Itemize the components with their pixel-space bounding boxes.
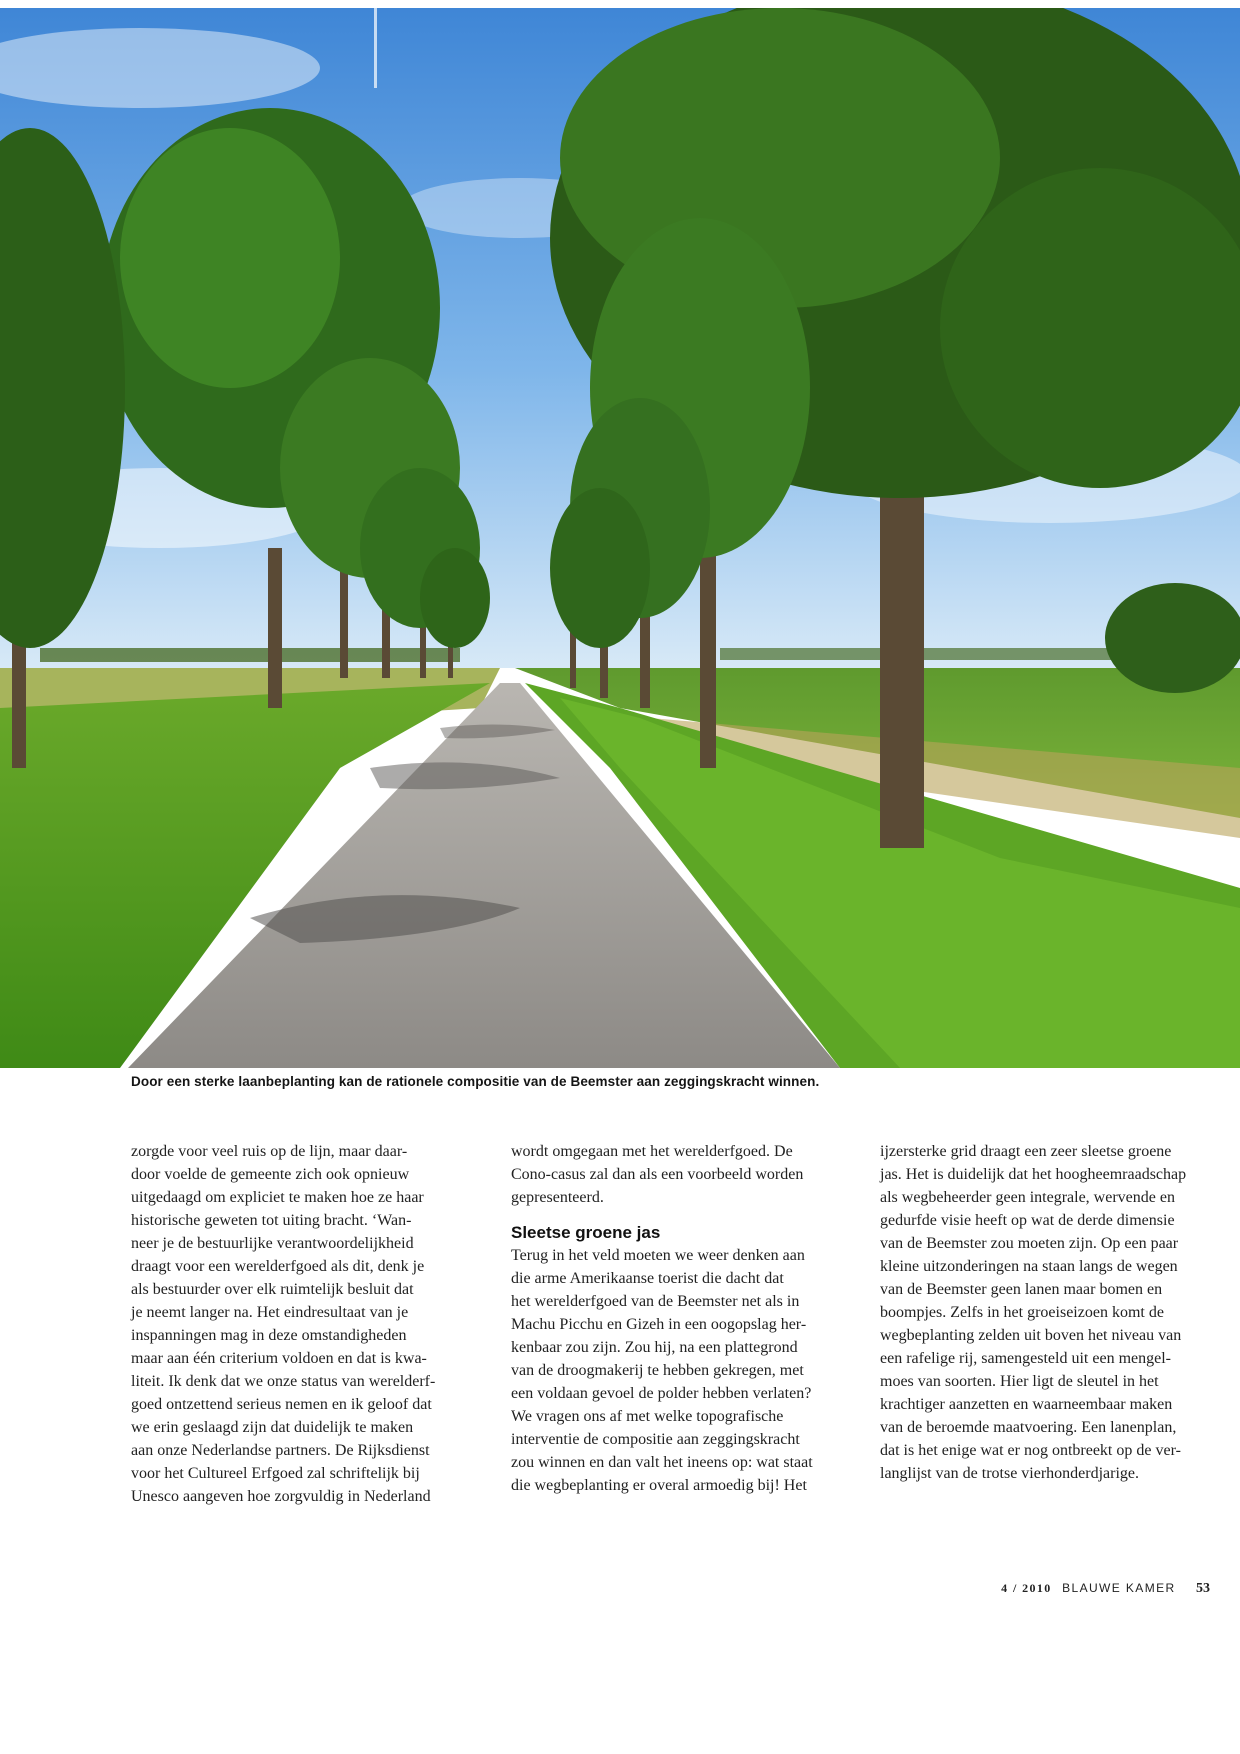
text-line: van de Beemster zou moeten zijn. Op een paar	[880, 1235, 1179, 1252]
text-line: van de beroemde maatvoering. Een lanenplan,	[880, 1419, 1177, 1436]
text-line: voor het Cultureel Erfgoed zal schriftelijk bij	[131, 1465, 420, 1482]
text-line: van de Beemster geen lanen maar bomen en	[880, 1281, 1163, 1298]
text-line: zorgde voor veel ruis op de lijn, maar daar-	[131, 1143, 408, 1160]
text-line: Unesco aangeven hoe zorgvuldig in Nederland	[131, 1488, 431, 1505]
text-line: kenbaar zou zijn. Zou hij, na een plattegrond	[511, 1339, 798, 1356]
article-column-3	[880, 1140, 1210, 1485]
page-footer	[1001, 1581, 1210, 1597]
text-line: we erin geslaagd zijn dat duidelijk te maken	[131, 1419, 414, 1436]
magazine-name: BLAUWE KAMER	[1062, 1581, 1176, 1595]
text-line: het werelderfgoed van de Beemster net als in	[511, 1293, 800, 1310]
text-line: maar aan één criterium voldoen en dat is kwa-	[131, 1350, 427, 1367]
text-line: boompjes. Zelfs in het groeiseizoen komt de	[880, 1304, 1164, 1321]
text-line: van de droogmakerij te hebben gekregen, met	[511, 1362, 804, 1379]
text-line: gedurfde visie heeft op wat de derde dimensie	[880, 1212, 1175, 1229]
text-line: die arme Amerikaanse toerist die dacht dat	[511, 1270, 784, 1287]
text-line: We vragen ons af met welke topografische	[511, 1408, 784, 1425]
article-column-1	[131, 1140, 461, 1508]
text-line: historische geweten tot uiting bracht. ‘Wan-	[131, 1212, 412, 1229]
tree-lined-road-illustration	[0, 8, 1240, 1068]
text-line: Machu Picchu en Gizeh in een oogopslag her-	[511, 1316, 807, 1333]
photo-caption: Door een sterke laanbeplanting kan de rationele compositie van de Beemster aan zeggingskracht winnen.	[131, 1074, 820, 1089]
text-line: Cono-casus zal dan als een voorbeeld worden	[511, 1166, 804, 1183]
text-line: inspanningen mag in deze omstandigheden	[131, 1327, 407, 1344]
text-line: langlijst van de trotse vierhonderdjarige.	[880, 1465, 1140, 1482]
text-line: uitgedaagd om expliciet te maken hoe ze haar	[131, 1189, 424, 1206]
text-line: Terug in het veld moeten we weer denken aan	[511, 1247, 805, 1264]
text-line: aan onze Nederlandse partners. De Rijksdienst	[131, 1442, 430, 1459]
hero-photo	[0, 8, 1240, 1068]
text-line: interventie de compositie aan zeggingskracht	[511, 1431, 800, 1448]
page-number: 53	[1196, 1581, 1210, 1596]
text-line: die wegbeplanting er overal armoedig bij! Het	[511, 1477, 807, 1494]
text-line: ijzersterke grid draagt een zeer sleetse groene	[880, 1143, 1172, 1160]
text-line: als wegbeheerder geen integrale, wervende en	[880, 1189, 1175, 1206]
text-line: dat is het enige wat er nog ontbreekt op de ver-	[880, 1442, 1181, 1459]
text-line: gepresenteerd.	[511, 1189, 604, 1206]
section-subheading: Sleetse groene jas	[511, 1223, 661, 1242]
text-line: zou winnen en dan valt het ineens op: wat staat	[511, 1454, 813, 1471]
text-line: je neemt langer na. Het eindresultaat van je	[131, 1304, 409, 1321]
text-line: kleine uitzonderingen na staan langs de wegen	[880, 1258, 1178, 1275]
text-line: wordt omgegaan met het werelderfgoed. De	[511, 1143, 793, 1160]
text-line: als bestuurder over elk ruimtelijk besluit dat	[131, 1281, 414, 1298]
text-line: door voelde de gemeente zich ook opnieuw	[131, 1166, 410, 1183]
text-line: moes van soorten. Hier ligt de sleutel in het	[880, 1373, 1159, 1390]
text-line: krachtiger aanzetten en waarneembaar maken	[880, 1396, 1173, 1413]
issue-number: 4 / 2010	[1001, 1581, 1052, 1595]
text-line: jas. Het is duidelijk dat het hoogheemraadschap	[880, 1166, 1187, 1183]
text-line: een voldaan gevoel de polder hebben verlaten?	[511, 1385, 812, 1402]
article-column-2	[511, 1140, 841, 1497]
text-line: wegbeplanting zelden uit boven het niveau van	[880, 1327, 1182, 1344]
text-line: neer je de bestuurlijke verantwoordelijkheid	[131, 1235, 414, 1252]
text-line: draagt voor een werelderfgoed als dit, denk je	[131, 1258, 425, 1275]
text-line: liteit. Ik denk dat we onze status van werelderf-	[131, 1373, 436, 1390]
text-line: een rafelige rij, samengesteld uit een mengel-	[880, 1350, 1171, 1367]
text-line: goed ontzettend serieus nemen en ik geloof dat	[131, 1396, 432, 1413]
